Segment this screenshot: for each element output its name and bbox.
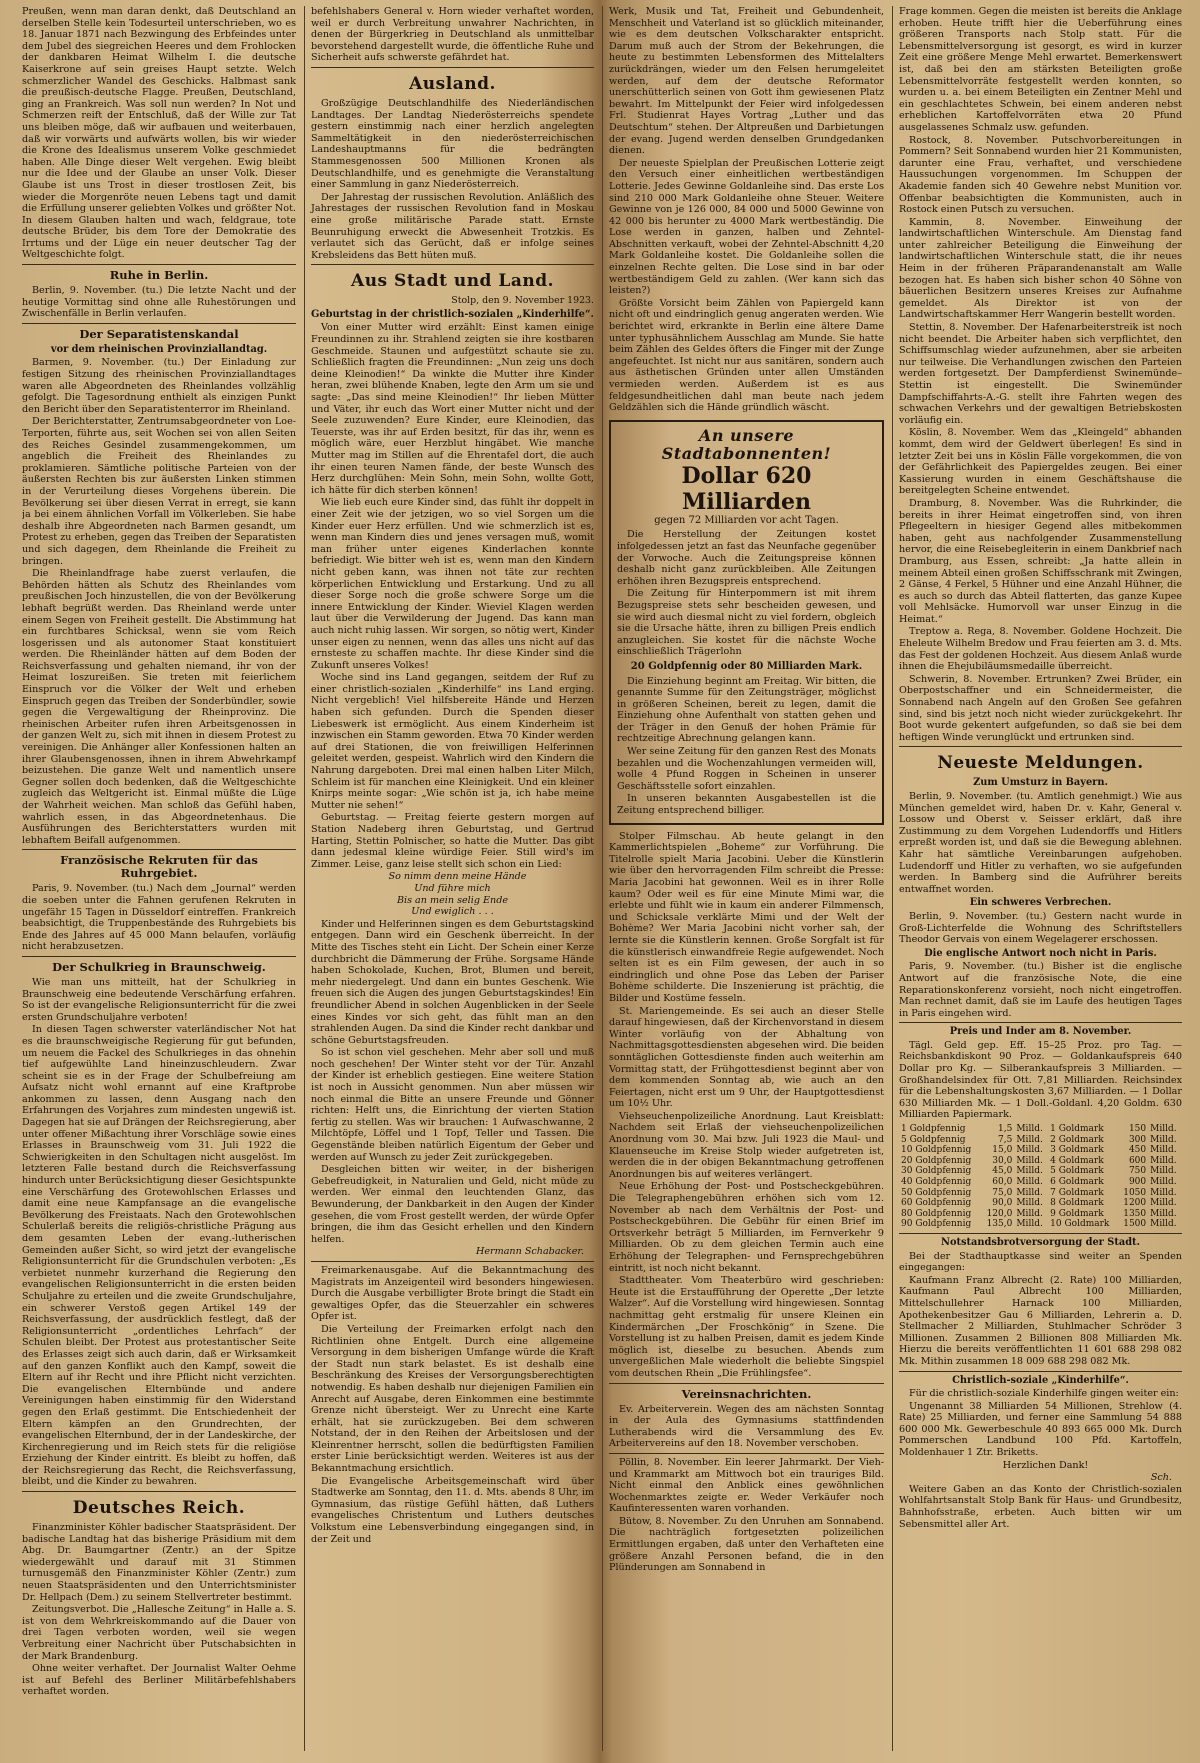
rate-cell: 60,0: [992, 1177, 1013, 1187]
rate-cell: 15,0: [992, 1145, 1013, 1156]
article-text: Zeitungsverbot. Die „Hallesche Zeitung“ in Halle a. S. ist von dem Wehrkreiskommando auf die Dauer von drei Tagen verboten worden, weil sie wegen Verbreitung einer Nachricht über Putschabsichten in der Mark Brandenburg.: [22, 1604, 296, 1662]
article-text: Dramburg, 8. November. Was die Ruhrkinder, die bereits in ihrer Heimat eingetroffen sind, von ihren Pflegeeltern in hiesiger Gegend alles mitbekommen haben, geht aus nachfolgender Zusammenstellung hervor, die eine Reisebegleiterin in einem Dankbrief nach Dramburg, aus Essen, schreibt: „Ja hatte allein in meinem Abteil einen großen Schiffsschrank mit Zwingen, 2 Gänse, 4 Ferkel, 5 Hühner und eine Anzahl Hühner, die es auch so durch das Abteil flatterten, das ganze Kupee voll Mehlsäcke. Humorvoll war unser Einzug in die Heimat.“: [899, 497, 1182, 625]
divider: [22, 323, 296, 324]
article-text: Berlin, 9. November. (tu.) Die letzte Nacht und der heutige Vormittag sind ohne alle Ruhestörungen und Zwischenfälle in Berlin verlaufen.: [22, 285, 296, 320]
rate-cell: Milld.: [1016, 1198, 1043, 1209]
rate-cell: Milld.: [1016, 1177, 1043, 1187]
rate-cell: 80 Goldpfennig: [901, 1208, 972, 1219]
rate-cell: 9 Goldmark: [1050, 1208, 1104, 1219]
article-text: Großzügige Deutschlandhilfe des Niederländischen Landtages. Der Landtag Niederösterreichs spendete gestern einstimmig nach einer herzlich angelegten Sammeltätigkeit in den niederösterreichischen Landeshauptmanns für die bedrängten Stammesgenossen 500 Millionen Kronen als Deutschlandhilfe, und es genehmigte die Veranstaltung einer Sammlung in ganz Niederösterreich.: [311, 97, 594, 191]
subscriber-notice-box: [609, 420, 884, 825]
rate-cell: 1 Goldmark: [1050, 1124, 1104, 1135]
article-text: Der Jahrestag der russischen Revolution. Anläßlich des Jahrestages der russischen Revolution fand in Moskau eine große militärische Parade statt. Ernste Beunruhigung erweckt die Abwesenheit Trotzkis. Es verlautet sich das Gerücht, daß er infolge seines Krebsleidens das Bett hüten muß.: [311, 191, 594, 261]
rate-cell: Milld.: [1150, 1145, 1177, 1156]
lead-paragraph: Preußen, wenn man daran denkt, daß Deutschland an derselben Stelle kein Todesurteil unterschrieben, wo es 18. Januar 1871 nach Bezwingung des Erbfeindes unter dem Jubel des siegreichen Heeres und dem Frohlocken der dankbaren Heimat Wilhelm I. die deutsche Kaiserkrone auf sein greises Haupt setzte. Welch schmerzlicher Wandel des Geschicks. Halbmast sank die preußisch-deutsche Flagge. Preußen, Deutschland, ging an Frankreich. Was soll nun werden? In Not und Schmerzen reift der Entschluß, daß der Wille zur Tat uns bleiben möge, daß wir aufbauen und weiterbauen, daß wir vorwärts und aufwärts wollen, bis wir wieder die Krone des Idealismus unserem Volke geschmiedet haben. Alle Dinge dieser Welt vergehen. Ewig bleibt nur die Idee und der Glaube an unser Volk. Dieser Glaube ist uns Trost in dieser trostlosen Zeit, bis wieder die Morgenröte neuen Lebens tagt und damit die Erfüllung unserer geliebten Volkes und größter Not. In diesem Glauben halten und wach, feldgraue, tote deutsche Brüder, bis dem Tore der Demokratie des Irrtums und der Lüge ein neuer deutscher Tag der Weltgeschichte folgt.: [22, 6, 296, 261]
rate-cell: 4 Goldmark: [1050, 1155, 1104, 1166]
divider: [609, 1453, 884, 1454]
divider: [899, 746, 1182, 747]
rate-cell: 135,0: [986, 1219, 1013, 1230]
rate-cell: 3 Goldmark: [1050, 1145, 1104, 1156]
divider: [899, 1233, 1182, 1234]
rate-cell: 120,0: [986, 1208, 1013, 1219]
lead-paragraph: Werk, Musik und Tat, Freiheit und Gebundenheit, Menschheit und Vaterland ist so glücklich miteinander, wie es dem deutschen Volkscharakter entspricht. Darum muß auch der Strom der Bekehrungen, die heute zu bestimmten Lebensformen des Mittelalters zurückdrängen, wieder um den Felsen herumgeleitet werden, auf dem der deutsche Reformator unerschütterlich seinen von Gott ihm gewiesenen Platz bewahrt. Im Mittelpunkt der Feier wird infolgedessen Frl. Studienrat Hayes Vortrag „Luther und das Deutschtum“ stehen. Der Altpreußen und Darbietungen der evang. Jugend werden denselben Grundgedanken dienen.: [609, 6, 884, 157]
headline-separatistenskandal: Der Separatistenskandal: [79, 326, 239, 341]
article-text: Die Evangelische Arbeitsgemeinschaft wird über Stadtwerke am Sonntag, den 11. d. Mts. abends 8 Uhr, im Gymnasium, das rüstige Gefühl hätten, daß Luthers evangelisches Christentum und Luthers deutsches Volkstum eine Lebensverbindung eingegangen sind, in der Zeit und: [311, 1475, 594, 1545]
rate-row: [899, 1209, 1182, 1220]
rate-cell: 600: [1128, 1155, 1147, 1166]
article-text: Ev. Arbeiterverein. Wegen des am nächsten Sonntag in der Aula des Gymnasiums stattfindenden Lutherabends wird die Versammlung des Ev. Arbeitervereins auf den 18. November verschoben.: [609, 1403, 884, 1450]
rate-cell: Milld.: [1016, 1155, 1043, 1166]
article-text: Von einer Mutter wird erzählt: Einst kamen einige Freundinnen zu ihr. Strahlend zeigten sie ihre kostbaren Geschmeide. Staunen und aufgestützt schaute sie zu. Schließlich fragten die Freundinnen: „Nun zeig uns doch deine Kleinodien!“ Da winkte die Mutter ihre Kinder heran, zwei blühende Knaben, legte den Arm um sie und sagte: „Das sind meine Kleinodien!“ Ihr lieben Mütter und Väter, ihr euch das Wort einer Mutter nicht und der Seele zuzuwenden? Eure Kinder, eure Kleinodien, das Teuerste, was ihr auf Erden besitzt, für das ihr, wenn es möglich wäre, euer Herzblut hingäbet. Wie manche Mutter mag im Stillen auf die Ehrentafel dort, die auch ihr einen teuren Namen fände, der beste Wunsch des Herz durchglühen: Mein Sohn, mein Sohn, wollte Gott, ich hätte für dich sterben können!: [311, 322, 594, 496]
article-text: Woche sind ins Land gegangen, seitdem der Ruf zu einer christlich-sozialen „Kinderhilfe“ ins Land erging. Nicht vergeblich! Viel hilfsbereite Hände und Herzen haben sich gefunden. Durch die Spenden dieser Liebeswerk ist ermöglicht. Aus einem Kinderheim ist inzwischen ein Stamm geworden. Etwa 70 Kinder werden auf drei Stationen, die von freiwilligen Helferinnen geleitet werden, gespeist. Wahrlich wird den Kindern die Nahrung dargeboten. Drei mal einen halben Liter Milch, Schleim ist für manchen eine Kleinigkeit. Und ein kleiner Knirps meinte sogar: „Wie schön ist ja, ich habe meine Mutter nie sehen!“: [311, 672, 594, 811]
article-text: Stadttheater. Vom Theaterbüro wird geschrieben: Heute ist die Erstaufführung der Operette „Der letzte Walzer“. Auf die Vorstellung wird hingewiesen. Sonntag nachmittag geht erstmalig für unsere Kleinen ein Kindermärchen „Der Froschkönig“ in Szene. Die Vorstellung ist zu halben Preisen, damit es jedem Kinde möglich ist, dieselbe zu besuchen. Abends zum unvergeßlichen Male wiederholt die beliebte Singspiel vom deutschen Rhein „Die Frühlingsfee“.: [609, 1275, 884, 1379]
rate-cell: 30 Goldpfennig: [901, 1166, 972, 1177]
article-text: In diesen Tagen schwerster vaterländischer Not hat es die braunschweigische Regierung für gut befunden, um neuem die Fackel des Schulkrieges in das ohnehin tief aufgewühlte Land hineinzuschleudern. Zwar scheint sie es in der Frage der Schulbefreiung am Aufsatz nicht wohl ernannt auf eine Kraftprobe ankommen zu lassen, denn Ausgang nach den Erfahrungen des Vorjahres zum mindesten ungewiß ist. Dagegen hat sie auf Drängen der Reichsregierung, aber unter offener Mißachtung ihrer Vorschläge sowie eines Erlasses in Braunschweig vom 31. Juli 1922 die Schwierigkeiten in den Schultagen nicht ausgelöst. Im letzteren Falle bestand durch die Reichsverfassung hindurch unter Berücksichtigung dieser Gesichtspunkte eine Verschärfung des Grotewohlschen Erlasses und damit eine neue Kampfansage an die evangelische Bevölkerung des Freistaats. Nach den Grotewohlschen Schulerlaß bereits die religiös-christliche Prägung aus dem gesamten Leben der evang.-lutherischen Gemeinden außer Sicht, so wird jetzt der evangelische Religionsunterricht für die Grundschulen verboten: „Es verbietet nunmehr kurzerhand die Regierung den evangelischen Religionsunterricht in die ersten beiden Schuljahre zu erteilen und die zweite Grundschuljahre, ein schwerer Verstoß gegen Artikel 149 der Reichsverfassung, der ausdrücklich festlegt, daß der Religionsunterricht „ordentliches Lehrfach“ der Schulen bleibt. Der Protest aus protestantischer Seite des Erlasses zeigt sich auch darin, daß er Wirksamkeit auf den ganzen Konflikt auch den Kampf, soweit die Eltern auf ihr Recht und ihre Pflicht nicht verzichten. Die evangelischen Elternbünde und andere Vereinigungen haben einstimmig für den Widerstand gegen den Erlaß gestimmt. Die Entschiedenheit der Eltern kämpfen an den Grundrechten, der evangelischen Elternbund, der in der Landeskirche, der Kirchenregierung und im Reich stets für die religiöse Erziehung der Kinder eintritt. Es bleibt zu hoffen, daß der Reichsregierung das Recht, die Reichsverfassung, bleibt, und die Kinder zu bewahren.: [22, 1024, 296, 1488]
notice-text: Die Einziehung beginnt am Freitag. Wir bitten, die genannte Summe für den Zeitungsträger, möglichst in größeren Scheinen, bereit zu legen, damit die Einziehung ohne Aufenthalt von statten gehen und der Träger in den Genuß der hohen Prämie für rechtzeitige Abrechnung gelangen kann.: [617, 675, 876, 745]
column-1: [22, 6, 296, 1751]
article-text: Desgleichen bitten wir weiter, in der bisherigen Gebefreudigkeit, in Naturalien und Geld, nicht müde zu werden. Wer einmal den leuchtenden Glanz, das Bewunderung, der Dankbarkeit in den Augen der Kinder gesehen, die vom Frost gestellt werden, der würde Opfer bringen, die ihm das Gesicht erhellen und den Kindern helfen.: [311, 1164, 594, 1245]
rate-cell: 5 Goldmark: [1050, 1166, 1104, 1177]
rate-cell: Milld.: [1150, 1177, 1177, 1187]
notice-text: Wer seine Zeitung für den ganzen Rest des Monats bezahlen und die Wochenzahlungen vermeiden will, wolle 4 Pfund Roggen in Scheinen in unserer Geschäftsstelle sofort einzahlen.: [617, 746, 876, 792]
divider: [311, 1261, 594, 1262]
article-text: Bütow, 8. November. Zu den Unruhen am Sonnabend. Die nachträglich fortgesetzten polizeilichen Ermittlungen ergaben, daß unter den Verhafteten eine größere Anzahl Personen befand, die in den Plünderungen am Sonnabend in: [609, 1515, 884, 1574]
divider: [899, 1022, 1182, 1023]
subheadline: Zum Umsturz in Bayern.: [973, 777, 1108, 789]
divider: [22, 264, 296, 265]
article-text: Berlin, 9. November. (tu. Amtlich genehmigt.) Wie aus München gemeldet wird, haben Dr. v. Kahr, General v. Lossow und Oberst v. Seisser erklärt, daß ihre Zustimmung zu dem Vorgehen Ludendorffs und Hitlers erpreßt worden ist, und daß sie die Bewegung ablehnen. Kahr hat sämtliche Vereinbarungen aufgehoben. Ludendorff und Hitler zu verhaften, wo sie aufgefunden werden. In Bamberg sind die Aufrührer bereits entwaffnet worden.: [899, 791, 1182, 895]
verse: So nimm denn meine Hände Und führe mich Bis an mein selig Ende Und ewiglich . . .: [388, 871, 527, 918]
rate-cell: Milld.: [1150, 1198, 1177, 1209]
rate-cell: 900: [1128, 1177, 1147, 1187]
article-text: Wie man uns mitteilt, hat der Schulkrieg in Braunschweig eine bedeutende Verschärfung erfahren. So ist der evangelische Religionsunterricht für die zwei ersten Grundschuljahre verboten!: [22, 976, 296, 1023]
article-text: Weitere Gaben an das Konto der Christlich-sozialen Wohlfahrtsanstalt Stolp Bank für Haus- und Grundbesitz, Bahnhofsstraße, erbeten. Auch bitten wir um Sebensmittel aller Art.: [899, 1483, 1182, 1530]
article-text: Stolper Filmschau. Ab heute gelangt in den Kammerlichtspielen „Boheme“ zur Vorführung. Die Titelrolle spielt Maria Jacobini. Ueber die Künstlerin wie über den hervorragenden Film schreibt die Presse: Maria Jacobini hat gewonnen. Weil es in ihrer Rolle kaum? Oder weil es für eine Minute Mimi war, die erlebte und fühlt wie in kaum ein anderer Filmmensch, und Schicksale verklärte Mimi und der Welt der Bohème? Wer Maria Jacobini nicht vorher sah, der lernte sie die Künstlerin kennen. Große Sorgfalt ist für die künstlerisch einwandfreie Regie aufgewendet. Noch selten ist es ein Film gewesen, der auch in so eindringlich und ohne Pose das Leben der Pariser Bohème schilderte. Die Inszenierung ist prächtig, die Bilder und Kostüme fesseln.: [609, 830, 884, 1004]
signature: Sch.: [1150, 1472, 1172, 1484]
article-text: Der Berichterstatter, Zentrumsabgeordneter von Loe-Terporten, führte aus, seit Wochen sei von allen Seiten des Reiches Gesindel zusammengekommen, um angeblich die Freiheit des Rheinlandes zu proklamieren. Sämtliche politische Parteien von der äußersten Rechten bis zur äußersten Linken stimmen in der Verurteilung dieses Vorgehens überein. Die Bevölkerung sei über diesen Verrat in erregt, sie kann ja bei einem ähnlichen Vorfall im Völkerleben. Sie habe deshalb ihre Abgeordneten nach Barmen gesandt, um Protest zu erheben, gegen das Treiben der Separatisten und sich dagegen, dem Rheinlande die Freiheit zu bringen.: [22, 416, 296, 567]
article-text: Treptow a. Rega, 8. November. Goldene Hochzeit. Die Eheleute Wilhelm Bredow und Frau feierten am 3. d. Mts. das Fest der goldenen Hochzeit. Aus diesem Anlaß wurde ihnen die Ehejubiläumsmedaille überreicht.: [899, 626, 1182, 673]
article-text: Die Verteilung der Freimarken erfolgt nach den Richtlinien ohne Entgelt. Durch eine allgemeine Versorgung in dem bisherigen Umfange würde die Kraft der Stadt nun stark belastet. Es ist deshalb eine Beschränkung des Kreises der Versorgungsberechtigten notwendig. Es haben deshalb nur diejenigen Familien ein Anrecht auf Ausgabe, deren Einkommen eine bestimmte Grenze nicht übersteigt. Wer zu Unrecht eine Karte erhält, hat sie zurückzugeben. Bei dem schweren Notstand, der in den Reihen der Arbeitslosen und der Kleinrentner herrscht, sollen die bedürftigsten Familien erster Linie berücksichtigt werden. Weiteres ist aus der Bekanntmachung ersichtlich.: [311, 1323, 594, 1475]
article-text: Paris, 9. November. (tu.) Nach dem „Journal“ werden die soeben unter die Fahnen gerufenen Rekruten in ungefähr 15 Tagen in Düsseldorf eintreffen. Frankreich beabsichtigt, die Truppenbestände des Ruhrgebiets bis Ende des Jahres auf 45 000 Mann belaufen, vorläufig nicht herabzusetzen.: [22, 883, 296, 953]
subheadline: Die englische Antwort noch nicht in Paris.: [924, 947, 1157, 959]
rate-cell: Milld.: [1150, 1187, 1177, 1198]
headline-notstandsbrot: Notstandsbrotversorgung der Stadt.: [940, 1236, 1140, 1248]
section-ausland: Ausland.: [409, 73, 496, 94]
headline-kinderhilfe: Christlich-soziale „Kinderhilfe“.: [952, 1374, 1129, 1386]
subheadline: vor dem rheinischen Provinziallandtag.: [50, 343, 268, 355]
divider: [22, 849, 296, 850]
rate-row: [899, 1177, 1182, 1188]
article-text: Finanzminister Köhler badischer Staatspräsident. Der badische Landtag hat das bisherige Präsidium mit dem Abg. Dr. Baumgartner (Zentr.) an der Spitze wiedergewählt und darauf mit 31 Stimmen turnusgemäß den Finanzminister Köhler (Zentr.) zum neuen Staatspräsidenten und den Unterrichtsminister Dr. Hellpach (Dem.) zu seinem Stellvertreter bestimmt.: [22, 1522, 296, 1603]
rate-cell: 1200: [1123, 1198, 1147, 1209]
article-text: Kammin, 8. November. Einweihung der landwirtschaftlichen Winterschule. Am Dienstag fand unter zahlreicher Beteiligung die Einweihung der landwirtschaftlichen Winterschule statt, die ihr neues Heim in der früheren Präparandenanstalt am Walle bezogen hat. Es haben sich bisher schon 40 Söhne von bäuerlichen Besitzern unseres Kreises zur Aufnahme gemeldet. Als Direktor ist von der Landwirtschaftskammer Herr Wangerin bestellt worden.: [899, 216, 1182, 321]
headline-geburtstag: Geburtstag in der christlich-sozialen „Kinderhilfe“.: [311, 308, 594, 320]
rate-cell: Milld.: [1150, 1124, 1177, 1135]
column-4: [892, 6, 1182, 1751]
notice-text: Die Herstellung der Zeitungen kostet infolgedessen jetzt an fast das Neunfache gegenüber der Vorwoche. Auch die Zeitungspreise können deshalb nicht ganz zurückbleiben. Alle Zeitungen erhöhen ihren Bezugspreis entsprechend.: [617, 529, 876, 587]
rate-cell: 45,0: [992, 1166, 1013, 1177]
rate-cell: 1350: [1123, 1208, 1147, 1219]
rate-cell: 30,0: [992, 1155, 1013, 1166]
headline-schulkrieg: Der Schulkrieg in Braunschweig.: [52, 959, 266, 974]
divider: [899, 1371, 1182, 1372]
article-text: Die Rheinlandfrage habe zuerst verlaufen, die Behörden hätten als Schutz des Rheinlandes vom preußischen Joch hinzustellen, die von der Bevölkerung lebhaft begrüßt werden. Das Rheinland werde unter einem Segen von Freiheit gestellt. Die Abstimmung hat ein furchtbares Schicksal, wenn sie vom Reich losgerissen und als autonomer Staat konstituiert werden. Die Rheinländer hätten auf dem Boden der Reichsverfassung und gehalten niemand, ihr von der Heimat loszureißen. Sie treten mit feierlichem Einspruch vor die Völker der Welt und erheben Einspruch gegen das Treiben der Sonderbündler, sowie gegen die Vergewaltigung der Rheinprovinz. Die rheinischen Arbeiter rufen ihren Arbeitsgenossen in der ganzen Welt zu, sich mit ihnen in diesem Protest zu vereinigen. Die Anhänger aller Konfessionen halten an ihrer Glaubensgenossen, ihnen in ihrem Abwehrkampf beizustehen. Die ganze Welt und namentlich unsere Gegner sollen doch bedenken, daß die Weltgeschichte zugleich das Weltgericht ist. Einmal müßte die Lüge der Wahrheit weichen. Man schloß das Gefühl haben, wahrlich essen, in das Abgeordnetenhaus. Die Ausführungen des Berichterstatters wurden mit lebhaftem Beifall aufgenommen.: [22, 568, 296, 846]
notice-title: An unsere Stadtabonnenten!: [661, 425, 832, 463]
gold-rate-table: [899, 1124, 1182, 1230]
rate-cell: 10 Goldmark: [1050, 1219, 1110, 1230]
notice-text: In unseren bekannten Ausgabestellen ist die Zeitung entsprechend billiger.: [617, 793, 876, 817]
divider: [22, 1491, 296, 1492]
article-text: Rostock, 8. November. Putschvorbereitungen in Pommern? Seit Sonnabend wurden hier 21 Kommunisten, darunter eine Frau, verhaftet, und verschiedene Haussuchungen vorgenommen. Im Schuppen der Akademie fanden sich 40 Gewehre nebst Munition vor. Offenbar beabsichtigten die Kommunisten, auch in Rostock einen Putsch zu versuchen.: [899, 134, 1182, 216]
rate-cell: 10 Goldpfennig: [901, 1145, 972, 1156]
article-text: Barmen, 9. November. (tu.) Der Einladung zur festigen Sitzung des rheinischen Provinziallandtages waren alle Abgeordneten des Rheinlandes vollzählig gefolgt. Die Tagesordnung enthielt als einzigen Punkt den Bericht über den Separatistenterror im Rheinland.: [22, 357, 296, 415]
rate-cell: 20 Goldpfennig: [901, 1155, 972, 1166]
rate-cell: 1500: [1123, 1219, 1147, 1230]
article-text: Der neueste Spielplan der Preußischen Lotterie zeigt den Versuch einer einheitlichen wertbeständigen Lotterie. Jedes Gewinne Goldanleihe sind. Das erste Los sind 210 000 Mark Goldanleihe ohne Steuer. Weitere Gewinne von je 126 000, 84 000 und 5000 Gewinne von 42 000 bis herunter zu 4000 Mark wertbeständig. Die Lose werden in ganzen, halben und Zehntel-Abschnitten verkauft, wobei der Zehntel-Abschnitt 4,20 Mark Goldanleihe kostet. Die Goldanleihe sollen die einzelnen Rechte gelten. Die Lose sind in bar oder wertbeständigem Geld zu zahlen. (Wer kann sich das leisten?): [609, 157, 884, 297]
article-text: Freimarkenausgabe. Auf die Bekanntmachung des Magistrats im Anzeigenteil wird besonders hingewiesen. Durch die Ausgabe verbilligter Brote bringt die Stadt ein gewaltiges Opfer, das die Steuerzahler ein schweres Opfer ist.: [311, 1264, 594, 1323]
headline-franzoesische-rekruten: Französische Rekruten für das Ruhrgebiet.: [60, 853, 258, 881]
article-text: Kinder und Helferinnen singen es dem Geburtstagskind entgegen. Dann wird ein Geschenk überreicht. In der Mitte des Tisches steht ein Licht. Der Schein einer Kerze durchbricht die Dämmerung der Frühe. Sorgsame Hände haben Schokolade, Kuchen, Brot, Blumen und bereit, mehr niedergelegt. Und dann ein buntes Geschenk. Wie freuen sich die Augen des jungen Geburtstagskindes! Ein freundlicher Abend in solchen Augenblicken in der Seele eines Kindes vor sich geht, das fühlt man an den strahlenden Augen. Da sind die Kinder recht dankbar und schöne Geburtstagsfreuden.: [311, 918, 594, 1046]
divider: [311, 264, 594, 265]
article-text: Tägl. Geld gep. Eff. 15–25 Proz. pro Tag. — Reichsbankdiskont 90 Proz. — Goldankaufspreis 640 Dollar pro Kg. — Silberankaufspreis 3 Milliarden. — Großhandelsindex für Ott. 7,81 Milliarden. Reichsindex für die Lebenshaltungskosten 3,67 Milliarden. — 1 Dollar 630 Milliarden Mk. — 1 Doll.-Goldanl. 4,20 Goldm. 630 Milliarden Papiermark.: [899, 1039, 1182, 1121]
dateline: Stolp, den 9. November 1923.: [451, 295, 594, 307]
columns: [22, 6, 1186, 1751]
rate-cell: 1,5: [998, 1124, 1013, 1135]
article-text: St. Mariengemeinde. Es sei auch an dieser Stelle darauf hingewiesen, daß der Kirchenvorstand in diesem Winter vorläufig von der Abhaltung von Nachmittagsgottesdiensten abgesehen wird. Die beiden sonntäglichen Gottesdienste finden auch weiterhin am Vormittag statt, der Frühgottesdienst beginnt aber von dem kommenden Sonntag ab, wie auch an den Feiertagen, nicht erst um 9 Uhr, der Hauptgottesdienst um 10½ Uhr.: [609, 1005, 884, 1110]
rate-cell: Milld.: [1150, 1208, 1177, 1219]
rate-cell: 90,0: [992, 1198, 1013, 1209]
notice-text: Die Zeitung für Hinterpommern ist mit ihrem Bezugspreise stets sehr bescheiden gewesen, und sie wird auch diesmal nicht zu viel fordern, obgleich sie die Ursache hätte, ihren zu billigen Preis endlich anzugleichen. Sie kostet für die nächste Woche einschließlich Trägerlohn: [617, 588, 876, 658]
rate-cell: 7 Goldmark: [1050, 1187, 1104, 1198]
rate-row: [899, 1145, 1182, 1156]
rate-cell: Milld.: [1016, 1187, 1043, 1198]
signature: Hermann Schabacker.: [475, 1246, 584, 1258]
rate-cell: Milld.: [1016, 1124, 1043, 1135]
article-text: Ungenannt 38 Milliarden 54 Millionen, Strehlow (4. Rate) 25 Milliarden, und ferner eine Sammlung 54 888 600 000 Mk. Gewerbeschule 40 893 665 000 Mk. Durch Pommerschen Landbund 100 Pfd. Kartoffeln, Moldenhauer 1 Ztr. Briketts.: [899, 1400, 1182, 1459]
article-text: Bei der Stadthauptkasse sind weiter an Spenden eingegangen:: [899, 1250, 1182, 1274]
rate-row: [899, 1166, 1182, 1177]
rate-row: [899, 1156, 1182, 1167]
rate-cell: 7,5: [998, 1134, 1013, 1145]
rate-cell: Milld.: [1016, 1134, 1043, 1145]
article-text: Ohne weiter verhaftet. Der Journalist Walter Oehme ist auf Befehl des Berliner Militärbefehlshabers verhaftet worden.: [22, 1663, 296, 1698]
rate-cell: 75,0: [992, 1187, 1013, 1198]
rate-cell: 2 Goldmark: [1050, 1134, 1104, 1145]
rate-cell: Milld.: [1150, 1155, 1177, 1166]
rate-cell: Milld.: [1016, 1166, 1043, 1177]
article-text: Größte Vorsicht beim Zählen von Papiergeld kann nicht oft und eindringlich genug angeraten werden. Wie berichtet wird, erkrankte in Berlin eine ältere Dame unter typhusähnlichem Ausschlag am Munde. Sie hatte beim Zählen des Geldes öfters die Finger mit der Zunge angefeuchtet. Ist nicht nur aus sanitären, sondern auch aus ästhetischen Gründen unter allen Umständen vermieden werden. Außerdem ist es aus feldgesundheitlichen dahl man beute nach jedem Geldzählen sich die Hände gründlich wäscht.: [609, 297, 884, 414]
notice-comparison: gegen 72 Milliarden vor acht Tagen.: [654, 514, 839, 526]
article-text: Geburtstag. — Freitag feierte gestern morgen auf Station Nadeberg ihren Geburtstag, und Gertrud Harting, Stettin Polnischer, so hatte die Mutter. Das gibt dann jedesmal kleine würdige Feier. Still wird's im Zimmer. Leise, ganz leise stellt sich schon ein Lied:: [311, 812, 594, 870]
rate-cell: 1050: [1123, 1187, 1147, 1198]
divider: [609, 1383, 884, 1384]
article-text: Neue Erhöhung der Post- und Postscheckgebühren. Die Telegraphengebühren erhöhen sich vom 12. November ab nach dem Verhältnis der Post- und Postscheckgebühren. Die Gebühr für einen Brief im Ortsverkehr beträgt 5 Milliarden, im Fernverkehr 9 Milliarden. Ob zu dem gleichen Termin auch eine Erhöhung der Telegraphen- und Fernsprechgebühren eintritt, ist noch nicht bekannt.: [609, 1181, 884, 1274]
rate-cell: 1 Goldpfennig: [901, 1124, 966, 1135]
divider: [22, 956, 296, 957]
lead-paragraph: Frage kommen. Gegen die meisten ist bereits die Anklage erhoben. Heute trifft hier die Ueberführung eines größeren Transports nach Stolp statt. Für die Lebensmittelversorgung ist gesorgt, es wird in kurzer Zeit eine größere Menge Mehl erwartet. Bemerkenswert ist, daß bei den am stärksten Beteiligten große Lebensmittelvorräte festgestellt werden konnten, so wurden u. a. bei einem Beteiligten ein Zentner Mehl und ein geschlachtetes Schwein, bei einem anderen nebst erheblichen Kartoffelvorräten etwa 20 Pfund ausgelassenes Schmalz usw. gefunden.: [899, 6, 1182, 133]
article-text: Schwerin, 8. November. Ertrunken? Zwei Brüder, ein Oberpostschaffner und ein Schneidermeister, die Sonnabend nach Angeln auf den Großen See gefahren sind, sind bis jetzt noch nicht wieder zurückgekehrt. Ihr Boot wurde gekentert aufgefunden, so daß sie bei dem heftigen Winde verunglückt und ertrunken sind.: [899, 673, 1182, 743]
headline-preis-und-inder: Preis und Inder am 8. November.: [949, 1026, 1132, 1038]
rate-cell: Milld.: [1150, 1219, 1177, 1230]
rate-row: [899, 1124, 1182, 1135]
article-text: Pöllin, 8. November. Ein leerer Jahrmarkt. Der Vieh- und Krammarkt am Mittwoch bot ein trauriges Bild. Nicht einmal den Anblick eines gewöhnlichen Wochenmarktes zeigte er. Weder Verkäufer noch Kaufinteressenten waren vorhanden.: [609, 1456, 884, 1515]
article-text: Kaufmann Franz Albrecht (2. Rate) 100 Milliarden, Kaufmann Paul Albrecht 100 Milliarden, Mittelschullehrer Harnack 100 Milliarden, Apothekenbesitzer Gau 6 Milliarden, Lehrerin a. D. Stellmacher 2 Milliarden, Stuhlmacher Schröder 3 Millionen. Zusammen 2 Billionen 808 Milliarden Mk. Hierzu die bereits veröffentlichten 11 601 688 298 082 Mk. Mithin zusammen 18 009 688 298 082 Mk.: [899, 1274, 1182, 1367]
rate-row: [899, 1219, 1182, 1230]
rate-row: [899, 1198, 1182, 1209]
section-deutsches-reich: Deutsches Reich.: [72, 1498, 246, 1519]
notice-price: 20 Goldpfennig oder 80 Milliarden Mark.: [630, 660, 863, 672]
rate-cell: Milld.: [1150, 1166, 1177, 1177]
article-text: Viehseuchenpolizeiliche Anordnung. Laut Kreisblatt: Nachdem seit Erlaß der viehseuchenpolizeilichen Anordnung vom 30. Mai bzw. Juli 1923 die Maul- und Klauenseuche im Kreise Stolp wieder aufgetreten ist, werden die in der obigen Bekanntmachung getroffenen Anordnungen bis auf weiteres verlängert.: [609, 1110, 884, 1180]
notice-dollar-rate: Dollar 620 Milliarden: [681, 462, 812, 515]
column-3: [602, 6, 884, 1751]
rate-cell: 5 Goldpfennig: [901, 1134, 966, 1145]
rate-cell: Milld.: [1016, 1219, 1043, 1230]
article-text: Köslin, 8. November. Wem das „Kleingeld“ abhanden kommt, dem wird der Geldwert überlegen! Es sind in letzter Zeit bei uns in Köslin Fälle vorgekommen, die von der Gefährlichkeit des Papiergeldes zeugen. Bei einer Kassierung wurden in einem Geschäftshause die bereitgelegten Scheine entwendet.: [899, 427, 1182, 497]
article-text: So ist schon viel geschehen. Mehr aber soll und muß noch geschehen! Der Winter steht vor der Tür. Anzahl der Kinder ist erheblich gestiegen. Eine weitere Station ist noch in Aussicht genommen. Nun aber müssen wir noch einmal die Bitte an unsere Freunde und Gönner richten: Helft uns, die Einrichtung der vierten Station fertig zu stellen. Was wir brauchen: 1 Aufwaschwanne, 2 Milchtöpfe, Löffel und 1 Topf, Teller und Tassen. Die Gegenstände bleiben natürlich Eigentum der Geber und werden auf Wunsch zu jeder Zeit zurückgegeben.: [311, 1047, 594, 1163]
rate-cell: 8 Goldmark: [1050, 1198, 1104, 1209]
rate-cell: Milld.: [1016, 1145, 1043, 1156]
thanks-line: Herzlichen Dank!: [1002, 1459, 1089, 1471]
article-text: Stettin, 8. November. Der Hafenarbeiterstreik ist noch nicht beendet. Die Arbeiter haben sich verpflichtet, den Schiffsumschlag wieder aufzunehmen, aber sie arbeiten nur teilweise. Die Verhandlungen zwischen den Parteien werden fortgesetzt. Der Dampferdienst Swinemünde–Stettin ist eingestellt. Die Swinemünder Dampfschiffahrts-A.-G. stellt ihre Fahrten wegen des schwachen Verkehrs und der gewaltigen Betriebskosten vorläufig ein.: [899, 322, 1182, 426]
section-neueste-meldungen: Neueste Meldungen.: [937, 753, 1144, 774]
rate-cell: 450: [1128, 1145, 1147, 1156]
lead-paragraph: befehlshabers General v. Horn wieder verhaftet worden, weil er durch Verbreitung unwahrer Nachrichten, in denen der Bürgerkrieg in Deutschland als unmittelbar bevorstehend dargestellt wurde, die öffentliche Ruhe und Sicherheit aufs schwerste gefährdet hat.: [311, 6, 594, 64]
rate-cell: Milld.: [1150, 1134, 1177, 1145]
section-aus-stadt-und-land: Aus Stadt und Land.: [351, 271, 554, 292]
column-2: [304, 6, 594, 1751]
rate-row: [899, 1135, 1182, 1146]
rate-cell: 150: [1128, 1124, 1147, 1135]
article-text: Paris, 9. November. (tu.) Bisher ist die englische Antwort auf die französische Note, die eine Reparationskonferenz vorsieht, noch nicht eingetroffen. Man rechnet damit, daß sie im Laufe des heutigen Tages in Paris eingehen wird.: [899, 961, 1182, 1019]
headline-vereinsnachrichten: Vereinsnachrichten.: [681, 1386, 812, 1401]
article-text: Wie lieb euch eure Kinder sind, das fühlt ihr doppelt in einer Zeit wie der jetzigen, wo so viel Sorgen um die Kinder euer Herz erfüllen. Und wie schmerzlich ist es, wenn man Kindern dies und jenes versagen muß, womit man früher unter eigenes Kinderlachen konnte befriedigt. Wie bitter weh ist es, wenn man den Kindern nicht geben kann, was ihnen not täte zur rechten körperlichen Entwicklung und Erstarkung. Und zu all dieser Sorge noch die große schwere Sorge um die innere Entwicklung der Kinder. Wieviel Klagen werden laut über die Verwilderung der Jugend. Das kann man auch nicht ruhig lassen. Wir sorgen, so nötig wert, Kinder unser eigen zu nennen, wenn das alles uns nicht auf das ernsteste zu schaffen machte. Ihr diese Kinder sind die Zukunft unseres Volkes!: [311, 497, 594, 671]
headline-ruhe-in-berlin: Ruhe in Berlin.: [109, 268, 209, 283]
rate-cell: Milld.: [1016, 1208, 1043, 1219]
rate-cell: 300: [1128, 1134, 1147, 1145]
rate-row: [899, 1188, 1182, 1199]
rate-cell: 6 Goldmark: [1050, 1177, 1104, 1187]
article-text: Berlin, 9. November. (tu.) Gestern nacht wurde in Groß-Lichterfelde die Wohnung des Schriftstellers Theodor Gervais von einem Wegelagerer erschossen.: [899, 910, 1182, 946]
rate-cell: 750: [1128, 1166, 1147, 1177]
divider: [311, 67, 594, 68]
rate-cell: 90 Goldpfennig: [901, 1219, 972, 1230]
rate-cell: 60 Goldpfennig: [901, 1198, 972, 1209]
subheadline: Ein schweres Verbrechen.: [969, 897, 1112, 909]
rate-cell: 50 Goldpfennig: [901, 1187, 972, 1198]
rate-cell: 40 Goldpfennig: [901, 1177, 972, 1187]
article-text: Für die christlich-soziale Kinderhilfe gingen weiter ein:: [909, 1388, 1179, 1400]
